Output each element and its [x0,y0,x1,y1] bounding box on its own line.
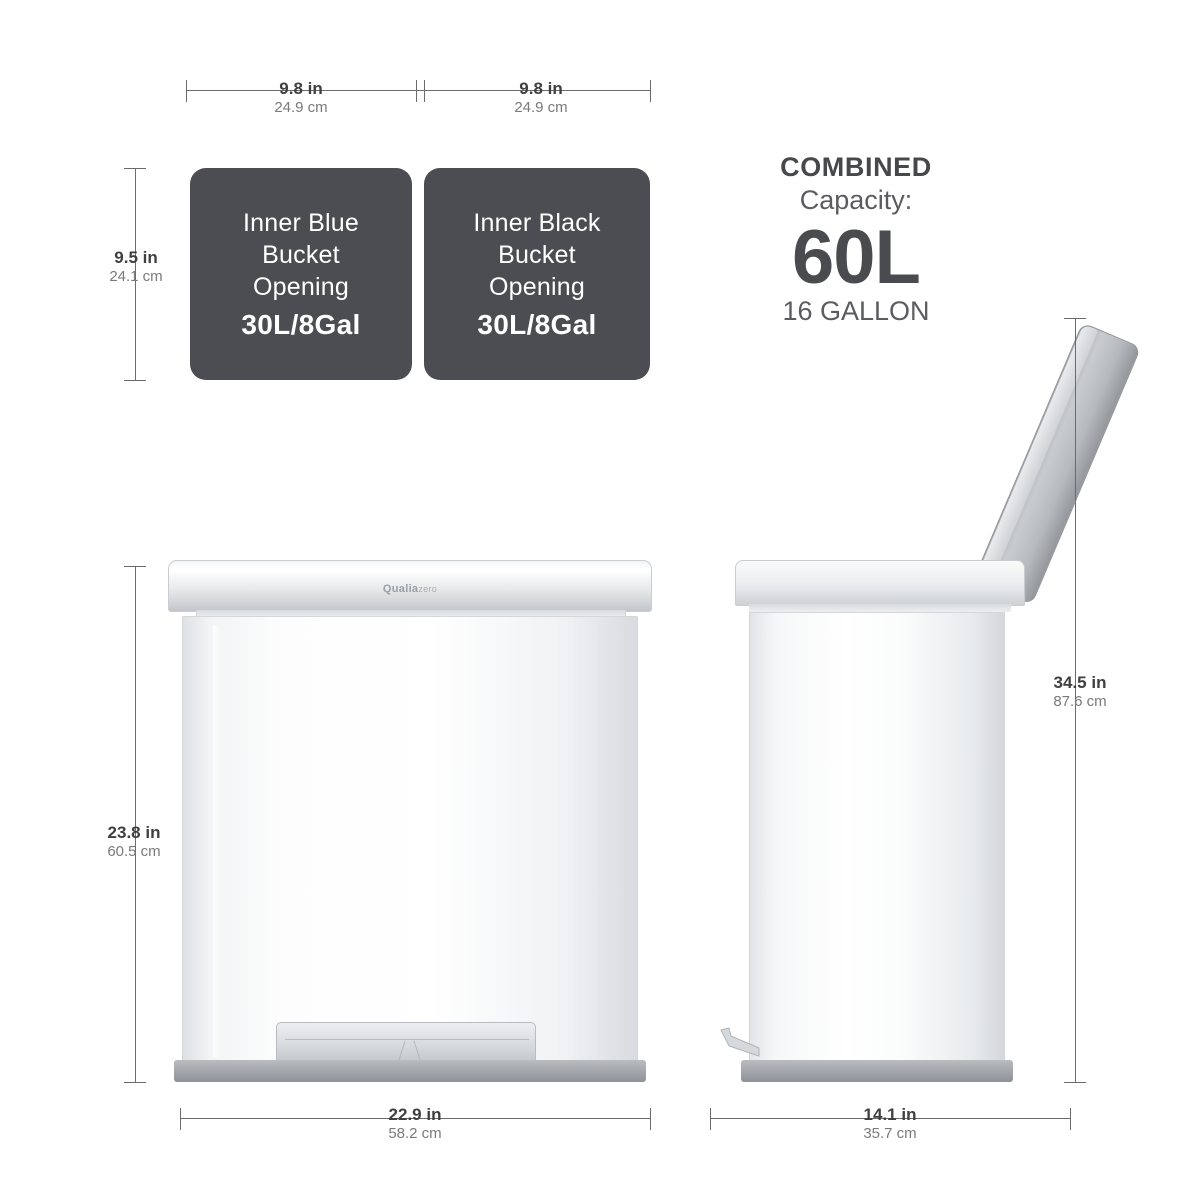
side-foot-pedal [719,1026,763,1060]
top-divider-tick-left [424,80,425,102]
side-depth-tick-right [1070,1108,1071,1130]
combined-capacity-label: Capacity: [799,185,913,215]
chip-blue-line-1: Inner Blue [243,209,359,237]
opening-depth-value-metric: 24.1 cm [109,268,163,286]
front-width-value: 22.9 in [388,1105,442,1124]
combined-kicker: COMBINED [780,152,932,182]
top-left-dim-value: 9.8 in [279,79,323,98]
front-body-highlight [213,625,221,1057]
top-right-dim-label [452,78,630,118]
side-depth-label [805,1104,975,1144]
chip-inner-blue-bucket [190,168,412,380]
combined-gallon: 16 GALLON [782,295,930,326]
side-open-height-value: 34.5 in [1053,673,1107,692]
front-height-value: 23.8 in [107,823,161,842]
top-right-dim-value: 9.8 in [519,79,563,98]
top-left-dim-label [216,78,386,118]
front-foot-pedal [276,1022,536,1064]
front-width-label [330,1104,500,1144]
chip-inner-black-bucket [424,168,650,380]
front-height-tick-bottom [124,1082,146,1083]
chip-black-line-2: Bucket [498,241,576,269]
front-width-tick-right [650,1108,651,1130]
side-pedal-shape [719,1026,763,1060]
top-left-dim-value-metric: 24.9 cm [274,99,328,117]
side-depth-tick-left [710,1108,711,1130]
front-lid [168,560,652,612]
side-lid-rim [735,560,1025,606]
combined-capacity-block [722,152,990,327]
top-left-dim-tick-start [186,80,187,102]
front-base [174,1060,646,1082]
brand-logo [383,583,437,595]
brand-name: Qualia [382,583,419,595]
side-body-panel [749,612,1005,1064]
trash-can-front-view [160,560,660,1090]
opening-depth-value: 9.5 in [114,248,158,267]
side-open-height-value-metric: 87.6 cm [1053,693,1107,711]
trash-can-side-view [725,560,1055,1090]
chip-blue-capacity: 30L/8Gal [241,309,361,340]
side-base [741,1060,1013,1082]
side-open-height-label [1024,672,1136,712]
chip-black-capacity: 30L/8Gal [477,309,597,340]
front-height-tick-top [124,566,146,567]
top-left-dim-tick-end [416,80,417,102]
chip-black-line-3: Opening [489,273,585,301]
chip-blue-line-3: Opening [253,273,349,301]
side-depth-value-metric: 35.7 cm [863,1125,917,1143]
opening-depth-tick-top [124,168,146,169]
top-right-dim-value-metric: 24.9 cm [514,99,568,117]
side-lid-seam [749,604,1011,612]
opening-depth-label [86,247,186,287]
front-body-panel [182,616,638,1064]
top-divider-line [416,90,432,91]
top-right-dim-tick-end [650,80,651,102]
front-width-tick-left [180,1108,181,1130]
brand-suffix: zero [418,584,438,594]
front-width-value-metric: 58.2 cm [388,1125,442,1143]
side-depth-value: 14.1 in [863,1105,917,1124]
side-open-height-tick-top [1064,318,1086,319]
chip-blue-line-2: Bucket [262,241,340,269]
opening-depth-tick-bottom [124,380,146,381]
front-height-value-metric: 60.5 cm [107,843,161,861]
side-open-height-tick-bottom [1064,1082,1086,1083]
combined-volume: 60L [792,215,920,300]
front-height-label [78,822,190,862]
chip-black-line-1: Inner Black [473,209,601,237]
